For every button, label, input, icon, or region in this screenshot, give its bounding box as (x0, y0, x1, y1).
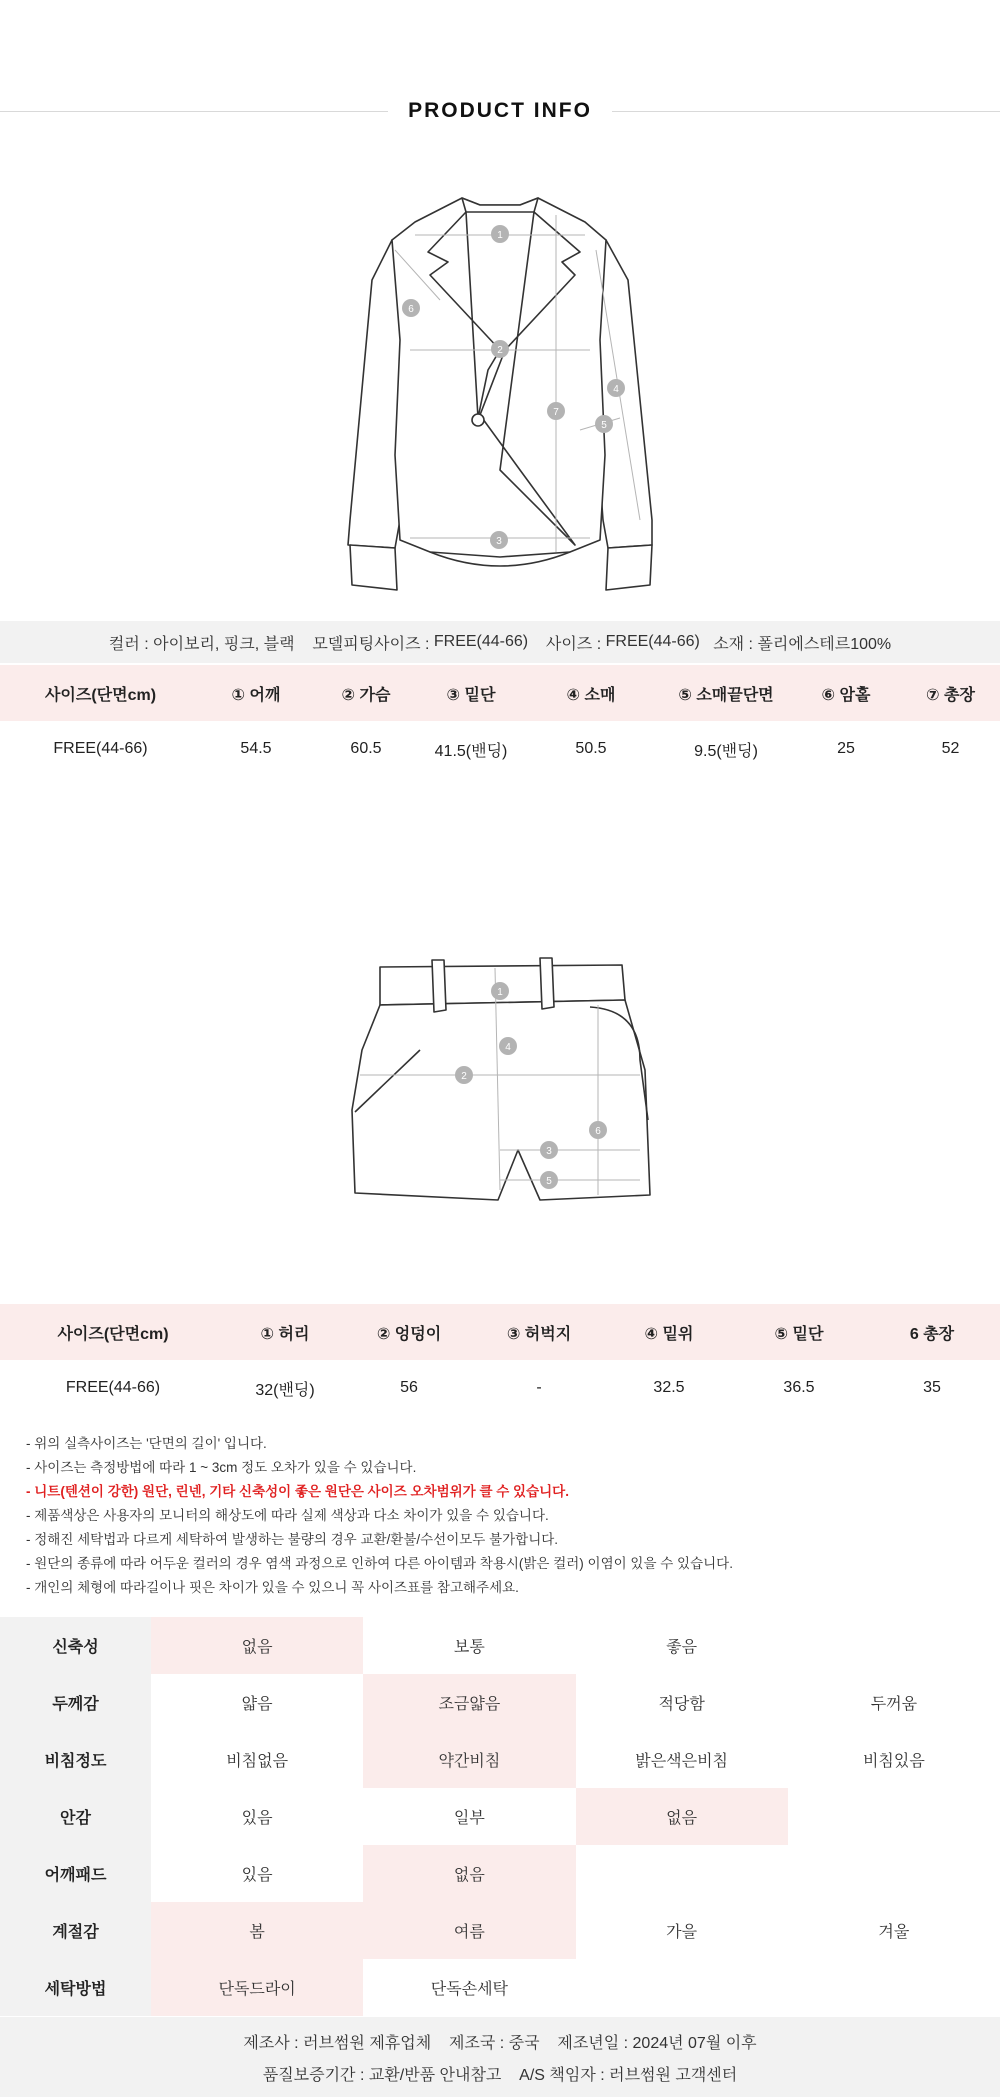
feature-option: 비침있음 (862, 1753, 925, 1770)
table-cell: 32(밴딩) (255, 1381, 315, 1399)
as-label: A/S 책임자 : (519, 2066, 610, 2084)
feature-option: 얇음 (241, 1696, 273, 1713)
feature-option: 봄 (151, 1902, 363, 1959)
section-title: PRODUCT INFO (408, 99, 592, 122)
divider (612, 111, 1000, 112)
feature-option (788, 1617, 1000, 1674)
table-header: ⑦ 총장 (926, 686, 975, 704)
feature-option: 비침없음 (226, 1753, 289, 1770)
shorts-illustration (345, 955, 655, 1210)
feature-row-thickness (0, 1674, 1000, 1731)
note-line-warning: - 니트(텐션이 강한) 원단, 린넨, 기타 신축성이 좋은 원단은 사이즈 오차범위가 클 수 있습니다. (26, 1484, 569, 1499)
feature-option: 없음 (576, 1788, 788, 1845)
table-cell: 60.5 (350, 740, 382, 757)
feature-label: 비침정도 (0, 1731, 151, 1788)
footer-line (0, 2057, 1000, 2089)
feature-row-lining (0, 1788, 1000, 1845)
table-cell: 35 (923, 1379, 941, 1396)
feature-option: 없음 (363, 1845, 575, 1902)
marker-label: 6 (595, 1126, 601, 1137)
feature-label: 신축성 (0, 1617, 151, 1674)
feature-option: 약간비침 (363, 1731, 575, 1788)
marker-label: 3 (546, 1146, 552, 1157)
table-header: 6 총장 (909, 1325, 955, 1343)
material-value: 폴리에스테르100% (757, 635, 892, 653)
date-value: 2024년 07월 이후 (632, 2034, 757, 2052)
feature-option: 밝은색은비침 (635, 1753, 728, 1770)
table-header: ① 어깨 (231, 686, 281, 704)
feature-label: 안감 (0, 1788, 151, 1845)
maker-value: 러브썸원 제휴업체 (303, 2034, 432, 2052)
manufacturer-info (0, 2017, 1000, 2097)
color-label: 컬러 : (108, 635, 154, 653)
as-value: 러브썸원 고객센터 (609, 2066, 738, 2084)
feature-option: 겨울 (878, 1924, 910, 1941)
table-cell: 50.5 (575, 740, 607, 757)
table-cell: 36.5 (783, 1379, 815, 1396)
table-header: ③ 허벅지 (506, 1325, 572, 1343)
note-line: - 원단의 종류에 따라 어두운 컬러의 경우 염색 과정으로 인하여 다른 아이템과 착용시(밝은 컬러) 이염이 있을 수 있습니다. (26, 1556, 733, 1571)
marker-label: 1 (497, 987, 503, 998)
marker-label: 3 (496, 536, 502, 547)
marker-label: 5 (546, 1176, 552, 1187)
marker-label: 4 (613, 384, 619, 395)
table-header: ⑤ 밑단 (774, 1325, 824, 1343)
table-row (0, 721, 1000, 777)
table-header: ③ 밑단 (446, 686, 496, 704)
color-value: 아이보리, 핑크, 블랙 (153, 635, 295, 653)
material-label: 소재 : (713, 635, 758, 653)
table-header-row (0, 665, 1000, 721)
table-header: ① 허리 (260, 1325, 310, 1343)
product-info-header (0, 95, 1000, 127)
feature-option (576, 1959, 788, 2016)
table-header: ② 가슴 (341, 686, 391, 704)
note-line: - 제품색상은 사용자의 모니터의 해상도에 따라 실제 색상과 다소 차이가 있을 수 있습니다. (26, 1508, 549, 1523)
table-cell: FREE(44-66) (53, 740, 148, 757)
table-header: 사이즈(단면cm) (44, 686, 157, 704)
warranty-value: 교환/반품 안내참고 (368, 2066, 502, 2084)
country-label: 제조국 : (448, 2034, 509, 2052)
table-header: ② 엉덩이 (376, 1325, 442, 1343)
maker-label: 제조사 : (243, 2034, 304, 2052)
marker-label: 6 (408, 304, 414, 315)
table-cell: 25 (837, 740, 855, 757)
feature-option: 없음 (151, 1617, 363, 1674)
feature-label: 어깨패드 (0, 1845, 151, 1902)
table-header: ⑤ 소매끝단면 (678, 686, 774, 704)
table-cell: 9.5(밴딩) (694, 742, 758, 760)
feature-option (788, 1845, 1000, 1902)
footer-line (0, 2025, 1000, 2057)
size-label: 사이즈 : (545, 635, 606, 653)
size-value: FREE(44-66) (605, 633, 700, 650)
feature-row-season (0, 1902, 1000, 1959)
table-cell: 52 (941, 740, 960, 757)
feature-option (788, 1959, 1000, 2016)
feature-option: 있음 (241, 1867, 273, 1884)
feature-option: 단독드라이 (151, 1959, 363, 2016)
feature-option: 가을 (666, 1924, 698, 1941)
marker-label: 4 (505, 1042, 511, 1053)
table-cell: - (536, 1379, 542, 1396)
feature-label: 계절감 (0, 1902, 151, 1959)
feature-option: 적당함 (658, 1696, 705, 1713)
table-row (0, 1360, 1000, 1416)
feature-option: 단독손세탁 (430, 1981, 509, 1998)
jacket-illustration (340, 190, 660, 600)
size-notes (26, 1432, 976, 1600)
feature-option: 두꺼움 (870, 1696, 918, 1713)
marker-label: 7 (553, 407, 559, 418)
table-header: ⑥ 암홀 (821, 686, 871, 704)
top-size-table (0, 665, 1000, 777)
feature-row-stretch (0, 1617, 1000, 1674)
table-header: ④ 소매 (566, 686, 616, 704)
marker-label: 2 (497, 345, 503, 356)
table-header: ④ 밑위 (644, 1325, 694, 1343)
warranty-label: 품질보증기간 : (262, 2066, 369, 2084)
table-cell: 41.5(밴딩) (434, 742, 508, 760)
country-value: 중국 (508, 2034, 540, 2052)
product-spec-bar (0, 621, 1000, 663)
marker-label: 2 (461, 1071, 467, 1082)
date-label: 제조년일 : (557, 2034, 633, 2052)
bottom-size-table (0, 1304, 1000, 1416)
note-line: - 개인의 체형에 따라길이나 핏은 차이가 있을 수 있으니 꼭 사이즈표를 참고해주세요. (26, 1580, 519, 1595)
feature-row-shoulder-pad (0, 1845, 1000, 1902)
feature-option (576, 1845, 788, 1902)
table-header: 사이즈(단면cm) (57, 1325, 169, 1343)
note-line: - 위의 실측사이즈는 '단면의 길이' 입니다. (26, 1436, 267, 1451)
feature-row-washing (0, 1959, 1000, 2016)
note-line: - 정해진 세탁법과 다르게 세탁하여 발생하는 불량의 경우 교환/환불/수선이모두 불가합니다. (26, 1532, 559, 1547)
table-header-row (0, 1304, 1000, 1360)
table-cell: FREE(44-66) (65, 1379, 161, 1396)
table-cell: 56 (400, 1379, 418, 1396)
table-cell: 32.5 (653, 1379, 685, 1396)
note-line: - 사이즈는 측정방법에 따라 1 ~ 3cm 정도 오차가 있을 수 있습니다. (26, 1460, 417, 1475)
feature-option: 보통 (453, 1639, 485, 1656)
feature-option: 여름 (363, 1902, 575, 1959)
divider (0, 111, 388, 112)
feature-row-sheerness (0, 1731, 1000, 1788)
table-cell: 54.5 (240, 740, 272, 757)
marker-label: 5 (601, 420, 607, 431)
feature-label: 세탁방법 (0, 1959, 151, 2016)
feature-option: 좋음 (666, 1639, 698, 1656)
marker-label: 1 (497, 230, 503, 241)
feature-label: 두께감 (0, 1674, 151, 1731)
fit-value: FREE(44-66) (433, 633, 529, 650)
feature-option: 조금얇음 (363, 1674, 575, 1731)
fit-label: 모델피팅사이즈 : (312, 635, 434, 653)
feature-option (788, 1788, 1000, 1845)
fabric-feature-table (0, 1617, 1000, 2016)
feature-option: 있음 (241, 1810, 273, 1827)
feature-option: 일부 (453, 1810, 485, 1827)
